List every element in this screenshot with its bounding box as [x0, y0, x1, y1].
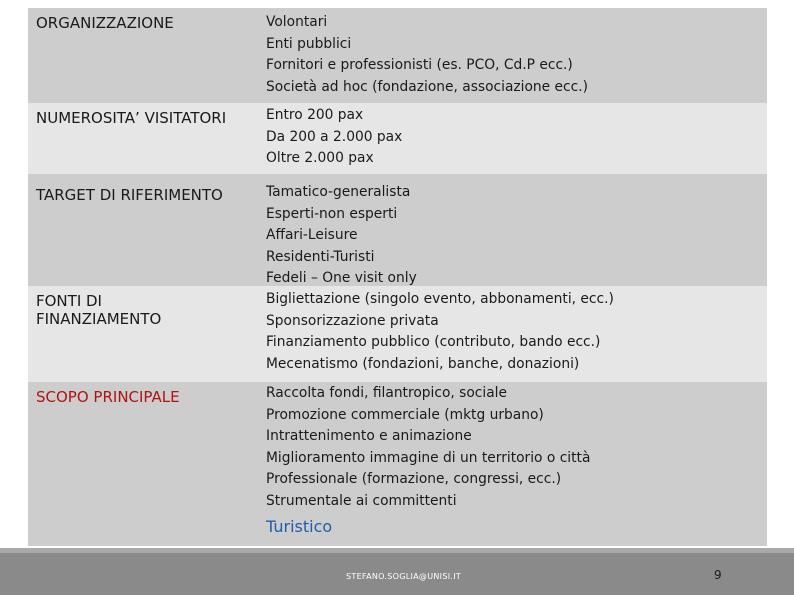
list-item: Esperti-non esperti: [266, 205, 398, 222]
row-label: NUMEROSITA’ VISITATORI: [36, 109, 227, 127]
page-number: 9: [714, 568, 722, 582]
list-item: Promozione commerciale (mktg urbano): [266, 406, 544, 423]
row-label-line: FONTI DI: [36, 292, 102, 310]
footer-email: STEFANO.SOGLIA@UNISI.IT: [346, 572, 462, 581]
row-label-highlighted: SCOPO PRINCIPALE: [36, 388, 180, 406]
row-items: [258, 174, 767, 286]
list-item: Mecenatismo (fondazioni, banche, donazioni): [266, 355, 580, 372]
list-item: Fedeli – One visit only: [266, 270, 417, 287]
list-item: Da 200 a 2.000 pax: [266, 128, 403, 145]
list-item: Strumentale ai committenti: [266, 492, 457, 509]
table-row-target: [28, 174, 767, 286]
table-row-numerosita: [28, 103, 767, 174]
highlighted-item: Turistico: [266, 516, 333, 536]
list-item: Residenti-Turisti: [266, 248, 375, 265]
row-items: [258, 8, 767, 103]
row-label: ORGANIZZAZIONE: [36, 14, 174, 32]
list-item: Bigliettazione (singolo evento, abbonamenti, ecc.): [266, 291, 614, 307]
row-items: [258, 103, 767, 174]
list-item: Enti pubblici: [266, 35, 352, 52]
slide-table: [28, 8, 767, 546]
row-items: [258, 382, 767, 546]
list-item: Affari-Leisure: [266, 227, 358, 244]
slide-footer: [0, 548, 794, 595]
table-row-organizzazione: [28, 8, 767, 103]
table-row-scopo: [28, 382, 767, 546]
list-item: Professionale (formazione, congressi, ecc.): [266, 471, 562, 488]
list-item: Miglioramento immagine di un territorio o città: [266, 449, 591, 466]
row-label: TARGET DI RIFERIMENTO: [36, 186, 223, 204]
list-item: Volontari: [266, 14, 328, 30]
list-item: Fornitori e professionisti (es. PCO, Cd.P ecc.): [266, 57, 573, 74]
list-item: Entro 200 pax: [266, 107, 364, 123]
list-item: Tamatico-generalista: [266, 184, 411, 200]
list-item: Finanziamento pubblico (contributo, bando ecc.): [266, 334, 601, 351]
list-item: Società ad hoc (fondazione, associazione ecc.): [266, 78, 588, 95]
row-label: [28, 286, 258, 382]
list-item: Raccolta fondi, filantropico, sociale: [266, 385, 507, 401]
list-item: Oltre 2.000 pax: [266, 150, 374, 167]
row-label: [28, 382, 258, 546]
row-label-line: FINANZIAMENTO: [36, 310, 162, 328]
footer-strip: [0, 548, 794, 553]
table-row-fonti: [28, 286, 767, 382]
list-item: Intrattenimento e animazione: [266, 428, 472, 445]
list-item: Sponsorizzazione privata: [266, 312, 439, 329]
row-items: [258, 286, 767, 382]
